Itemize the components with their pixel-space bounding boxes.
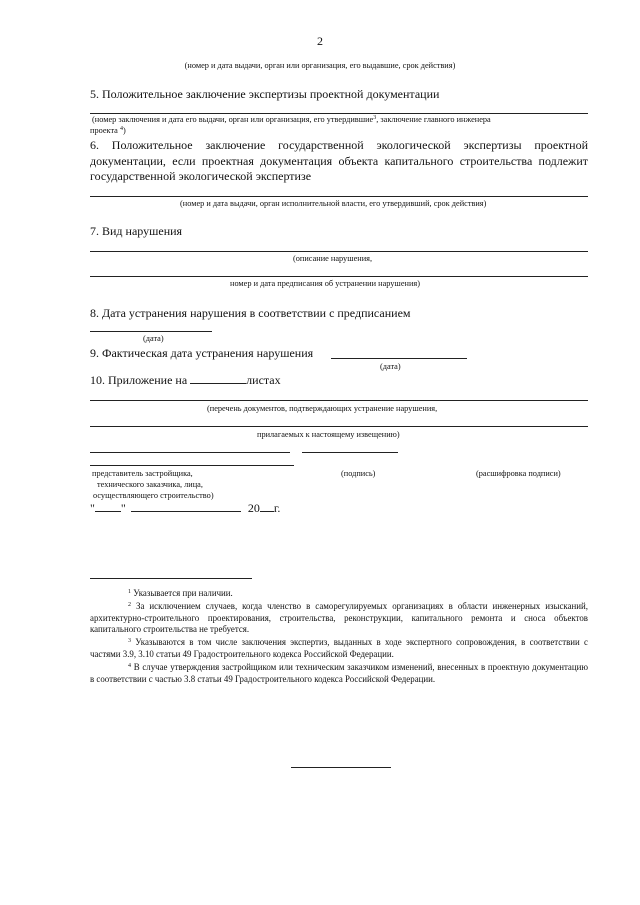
footnote-3 bbox=[90, 637, 588, 660]
item5-caption-close: ) bbox=[122, 126, 126, 135]
footnote-2 bbox=[90, 601, 588, 636]
date-year-suffix: г. bbox=[273, 501, 281, 515]
item8-date-caption: (дата) bbox=[143, 334, 164, 343]
item7-heading: 7. Вид нарушения bbox=[90, 224, 183, 238]
item5-caption bbox=[92, 114, 491, 125]
item10-line bbox=[90, 372, 281, 388]
item7-underline-2 bbox=[90, 276, 588, 277]
issue-caption: (номер и дата выдачи, орган или организация, его выдавшие, срок действия) bbox=[184, 61, 456, 70]
item6-underline bbox=[90, 196, 588, 197]
item5-caption-part1: (номер заключения и дата его выдачи, орган или организация, его утвердившие bbox=[92, 115, 374, 124]
signature-caption: (подпись) bbox=[341, 469, 376, 478]
date-day-field bbox=[95, 500, 121, 512]
item5-caption-line2 bbox=[90, 125, 126, 136]
footnote-3-number: 3 bbox=[128, 638, 131, 644]
footnote-2-number: 2 bbox=[128, 602, 131, 608]
footnote-separator bbox=[90, 578, 252, 579]
item7-caption-2: номер и дата предписания об устранении нарушения) bbox=[230, 279, 420, 288]
date-year-field bbox=[260, 500, 274, 512]
footnote-1 bbox=[90, 588, 588, 600]
item9-date-caption: (дата) bbox=[380, 362, 401, 371]
footnote-1-number: 1 bbox=[128, 589, 131, 595]
sign-line-representative bbox=[90, 465, 294, 466]
footnote-3-text: Указываются в том числе заключения экспертиз, выданных в ходе экспертного сопровождения, в соответствии с частями 3.9, 3.10 статьи 49 Градостроительного кодекса Российской Федерации. bbox=[90, 637, 588, 659]
item6-caption: (номер и дата выдачи, орган исполнительной власти, его утвердивший, срок действия) bbox=[180, 199, 487, 208]
date-month-field bbox=[131, 500, 241, 512]
sign-line-signature bbox=[302, 452, 398, 453]
footnote-ref-3: 3 bbox=[373, 115, 377, 121]
representative-label-3: осуществляющего строительство) bbox=[93, 491, 214, 500]
date-quote-open: " bbox=[90, 501, 95, 515]
signature-date bbox=[90, 500, 280, 516]
footnote-4-text: В случае утверждения застройщиком или техническим заказчиком изменений, внесенных в проектную документацию в соответствии с частью 3.8 статьи 49 Градостроительного кодекса Российской Федерации. bbox=[90, 662, 588, 684]
representative-label-1: представитель застройщика, bbox=[92, 469, 193, 478]
date-year-prefix: 20 bbox=[247, 501, 260, 515]
signature-decode-caption: (расшифровка подписи) bbox=[476, 469, 561, 478]
item5-heading: 5. Положительное заключение экспертизы проектной документации bbox=[90, 87, 440, 101]
item9-heading: 9. Фактическая дата устранения нарушения bbox=[90, 346, 314, 360]
item6-text: 6. Положительное заключение государственной экологической экспертизы проектной документации, если проектная документация объекта капитального строительства подлежит государственной экологической экспертизе bbox=[90, 138, 588, 183]
item10-underline-2 bbox=[90, 426, 588, 427]
item8-heading: 8. Дата устранения нарушения в соответствии с предписанием bbox=[90, 306, 411, 320]
end-rule bbox=[291, 767, 391, 768]
representative-label-2: технического заказчика, лица, bbox=[97, 480, 203, 489]
item10-prefix: 10. Приложение на bbox=[90, 373, 188, 387]
item10-underline-1 bbox=[90, 400, 588, 401]
item10-sheet-count-field bbox=[190, 372, 246, 384]
item8-date-line bbox=[90, 331, 212, 332]
item10-suffix: листах bbox=[246, 373, 281, 387]
footnote-4-number: 4 bbox=[128, 663, 131, 669]
footnote-4 bbox=[90, 662, 588, 685]
footnote-ref-4: 4 bbox=[119, 126, 123, 132]
item5-caption-part2: , заключение главного инженера bbox=[376, 115, 491, 124]
item7-caption-1: (описание нарушения, bbox=[293, 254, 373, 263]
item10-caption-1: (перечень документов, подтверждающих устранение нарушения, bbox=[207, 404, 438, 413]
footnote-2-text: За исключением случаев, когда членство в саморегулируемых организациях в области инженерных изысканий, архитектурно-строительного проектирования, строительства, реконструкции, капитального ремонта и сноса объектов капитального строительства не требуется. bbox=[90, 601, 588, 635]
item7-underline-1 bbox=[90, 251, 588, 252]
date-quote-close: " bbox=[120, 501, 126, 515]
footnote-1-text: Указывается при наличии. bbox=[133, 588, 233, 598]
sign-line-position bbox=[90, 452, 290, 453]
item5-caption-line2-text: проекта bbox=[90, 126, 118, 135]
item9-date-line bbox=[331, 358, 467, 359]
item10-caption-2: прилагаемых к настоящему извещению) bbox=[257, 430, 400, 439]
page-number: 2 bbox=[317, 34, 323, 48]
